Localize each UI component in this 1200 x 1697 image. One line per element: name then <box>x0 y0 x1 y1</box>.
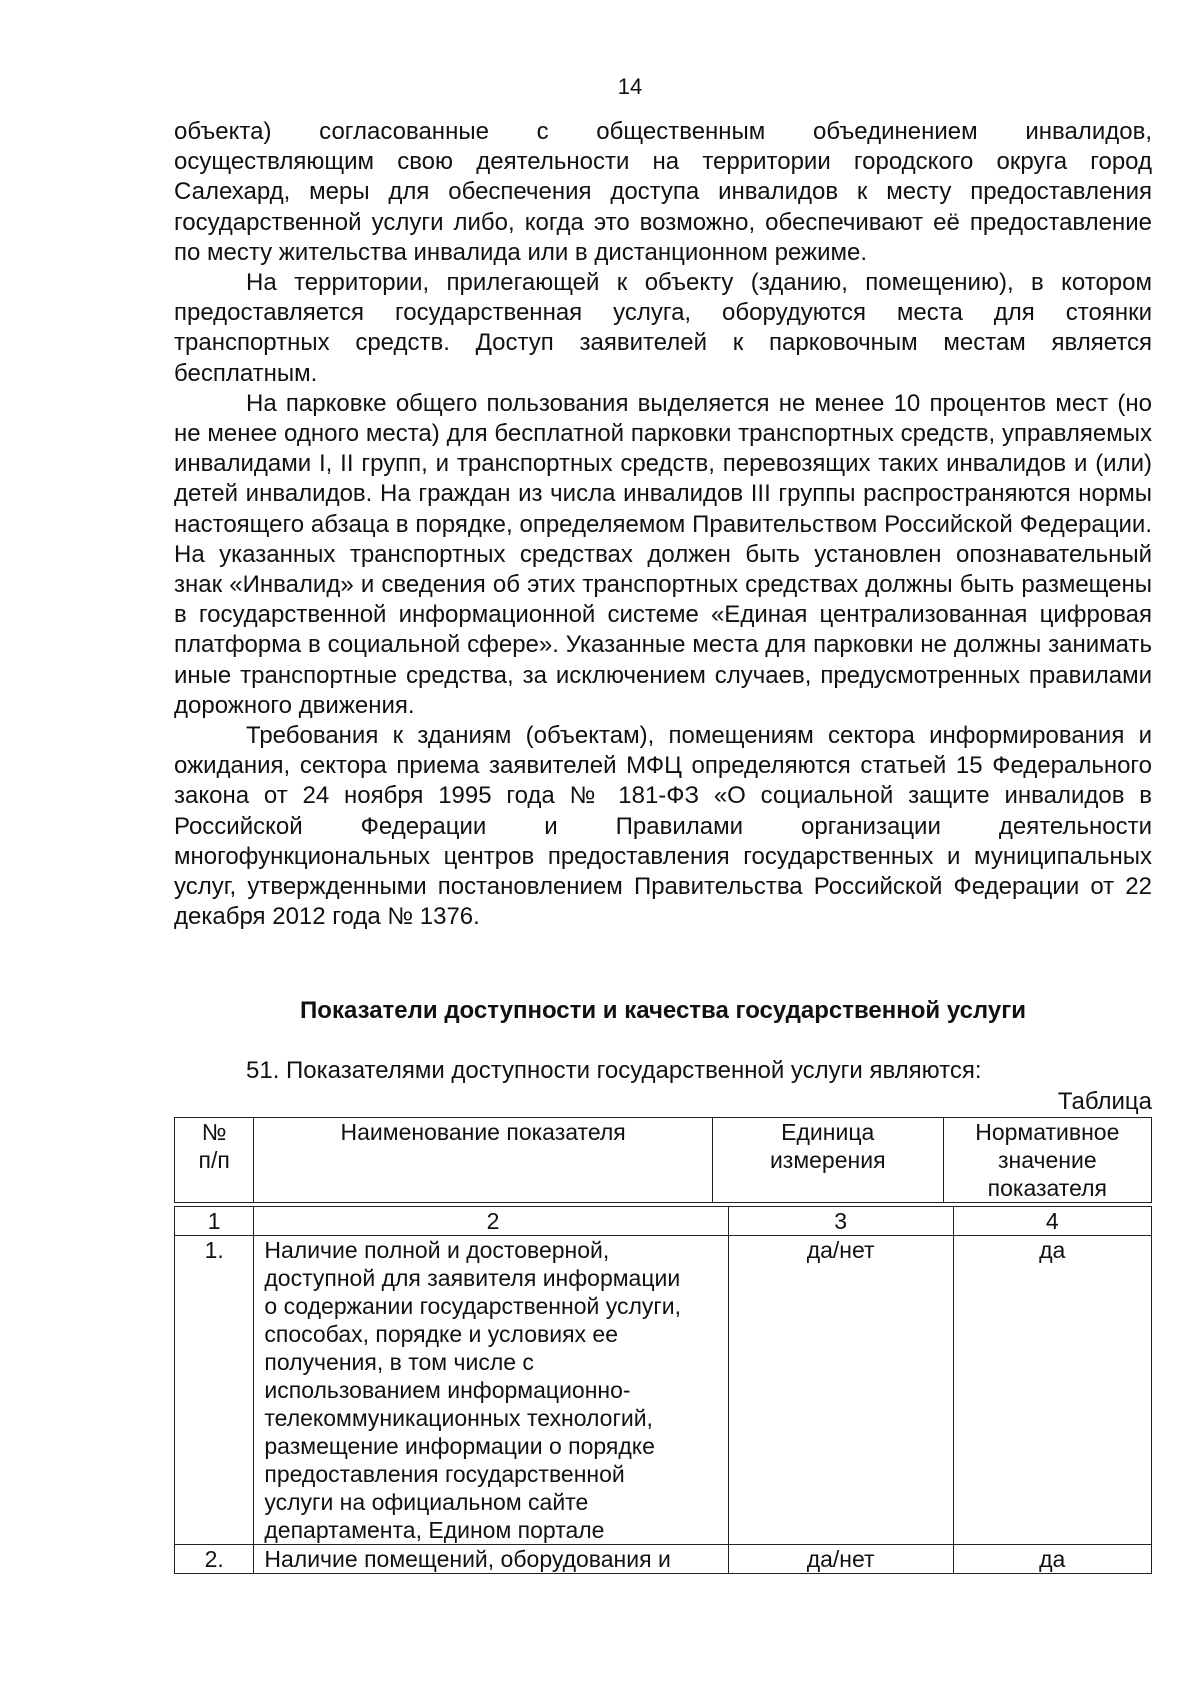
table-header-row <box>175 1118 1152 1203</box>
section-heading: Показатели доступности и качества государственной услуги <box>300 997 1026 1024</box>
table-row <box>175 1236 1152 1545</box>
column-number: 1 <box>175 1207 254 1236</box>
list-item-51: 51. Показателями доступности государственной услуги являются: <box>246 1057 982 1084</box>
column-number: 3 <box>728 1207 953 1236</box>
page-number: 14 <box>617 74 643 99</box>
paragraph: Требования к зданиям (объектам), помещениям сектора информирования и ожидания, сектора приема заявителей МФЦ определяются статьей 15 Федерального закона от 24 ноября 1995 года № 181-ФЗ «О социальной защите инвалидов в Российской Федерации и Правилами организации деятельности многофункциональных центров предоставления государственных и муниципальных услуг, утвержденными постановлением Правительства Российской Федерации от 22 декабря 2012 года № 1376. <box>174 722 1152 931</box>
paragraph: На парковке общего пользования выделяется не менее 10 процентов мест (но не менее одного места) для бесплатной парковки транспортных средств, управляемых инвалидами I, II групп, и транспортных средств, перевозящих таких инвалидов и (или) детей инвалидов. На граждан из числа инвалидов III группы распространяются нормы настоящего абзаца в порядке, определяемом Правительством Российской Федерации. На указанных транспортных средствах должен быть установлен опознавательный знак «Инвалид» и сведения об этих транспортных средствах должны быть размещены в государственной информационной системе «Единая централизованная цифровая платформа в социальной сфере». Указанные места для парковки не должны занимать иные транспортные средства, за исключением случаев, предусмотренных правилами дорожного движения. <box>174 389 1152 719</box>
row-name: Наличие полной и достоверной, доступной для заявителя информации о содержании государственной услуги, способах, порядке и условиях ее получения, в том числе с использованием информационно- телекоммуникационных технологий, размещение информации о порядке предоставления государственной услуги на официальном сайте департамента, Едином портале <box>254 1236 728 1545</box>
table-caption: Таблица <box>1057 1088 1152 1115</box>
header-norm: Нормативное значение показателя <box>943 1118 1151 1203</box>
column-number: 2 <box>254 1207 728 1236</box>
header-num: № п/п <box>175 1118 254 1203</box>
row-unit: да/нет <box>728 1236 953 1545</box>
row-name: Наличие помещений, оборудования и <box>254 1545 728 1574</box>
table-header <box>174 1117 1152 1203</box>
body-text <box>174 117 1152 932</box>
row-num: 1. <box>175 1236 254 1545</box>
indicators-table <box>174 1206 1152 1574</box>
row-unit: да/нет <box>728 1545 953 1574</box>
paragraph: На территории, прилегающей к объекту (зданию, помещению), в котором предоставляется государственная услуга, оборудуются места для стоянки транспортных средств. Доступ заявителей к парковочным местам является бесплатным. <box>174 269 1152 387</box>
row-num: 2. <box>175 1545 254 1574</box>
row-norm: да <box>953 1236 1151 1545</box>
paragraph: объекта) согласованные с общественным объединением инвалидов, осуществляющим свою деятельности на территории городского округа город Салехард, меры для обеспечения доступа инвалидов к месту предоставления государственной услуги либо, когда это возможно, обеспечивают её предоставление по месту жительства инвалида или в дистанционном режиме. <box>174 118 1152 266</box>
column-numbers-row <box>175 1207 1152 1236</box>
column-number: 4 <box>953 1207 1151 1236</box>
table-row <box>175 1545 1152 1574</box>
header-name: Наименование показателя <box>254 1118 712 1203</box>
row-norm: да <box>953 1545 1151 1574</box>
header-unit: Единица измерения <box>712 1118 943 1203</box>
